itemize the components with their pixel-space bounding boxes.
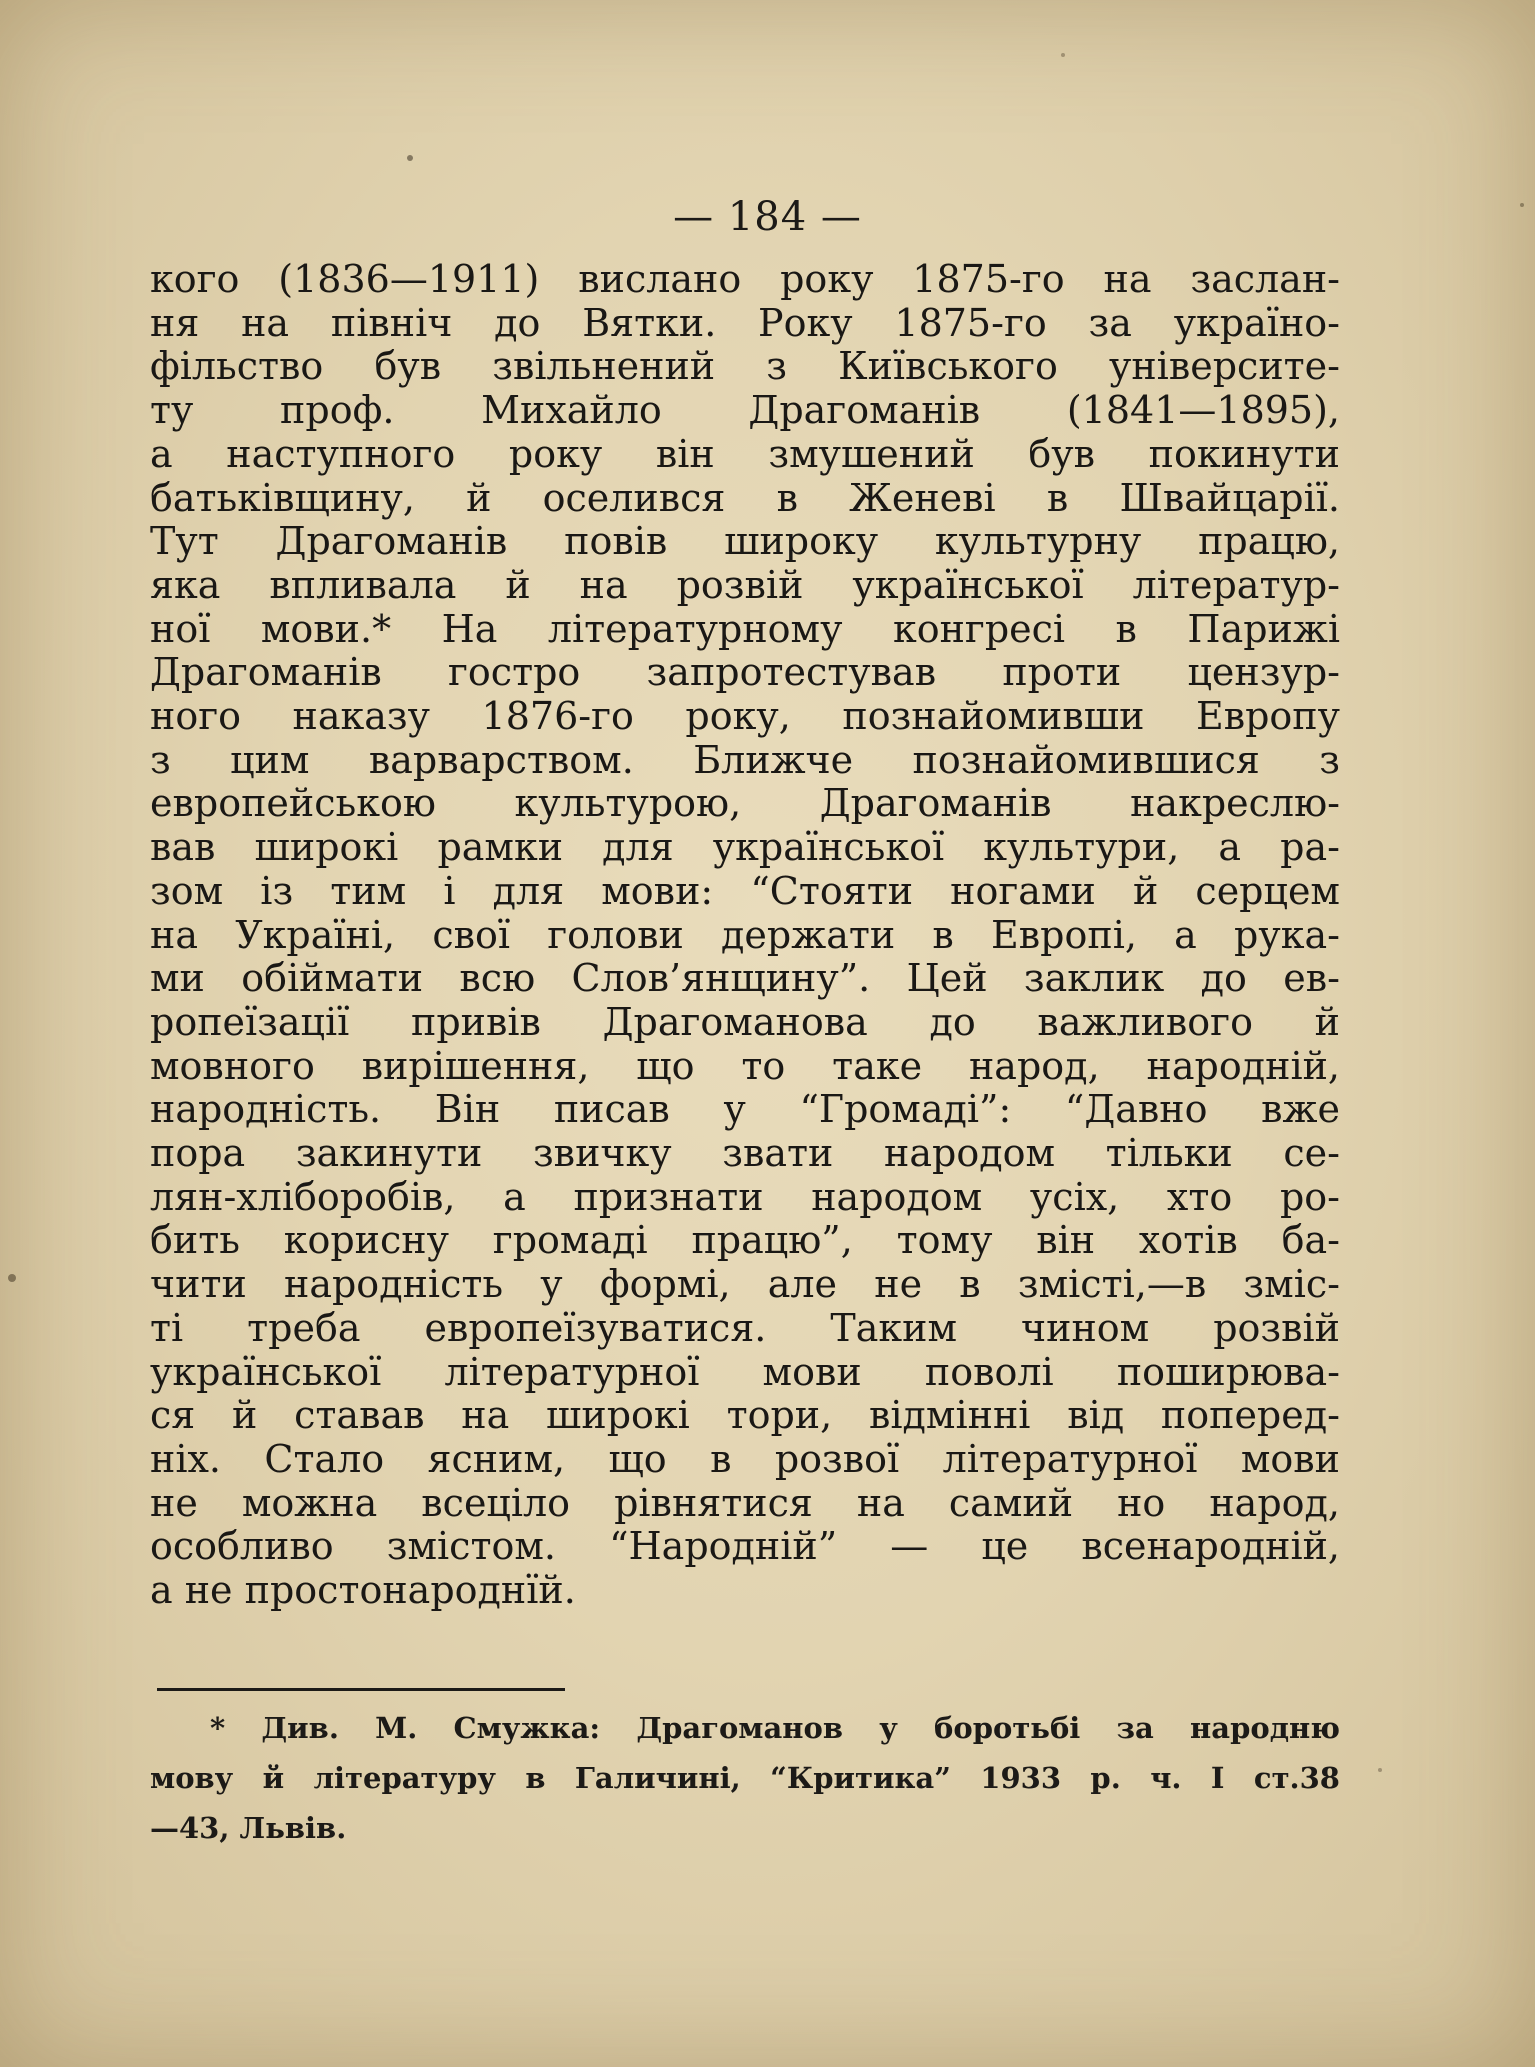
body-line: пора закинути звичку звати народом тільки се- (150, 1131, 1340, 1176)
body-line: мовного вирішення, що то таке народ, народній, (150, 1043, 1340, 1088)
body-line: з цим варварством. Ближче познайомившися з (150, 737, 1340, 782)
body-line: ті треба европеїзуватися. Таким чином розвій (150, 1305, 1340, 1350)
body-line: фільство був звільнений з Київського університе- (150, 344, 1340, 389)
body-line: особливо змістом. “Народній” — це всенародній, (150, 1524, 1340, 1569)
body-text (150, 258, 1340, 1613)
body-line: Драгоманів гостро запротестував проти цензур- (150, 650, 1340, 695)
body-line: не можна всеціло рівнятися на самий но народ, (150, 1480, 1340, 1525)
footnote-line: * Див. М. Смужка: Драгоманов у боротьбі за народню (210, 1711, 1340, 1745)
body-line: яка впливала й на розвій української літератур- (150, 562, 1340, 607)
body-line: бить корисну громаді працю”, тому він хотів ба- (150, 1218, 1340, 1263)
body-line: на Україні, свої голови держати в Европі, а рука- (150, 912, 1340, 957)
body-line: кого (1836—1911) вислано року 1875-го на заслан- (150, 257, 1340, 301)
body-line: европейською культурою, Драгоманів накреслю- (150, 781, 1340, 826)
body-line-last: а не простонароднїй. (150, 1568, 576, 1613)
body-line: ропеїзації привів Драгоманова до важливого й (150, 999, 1340, 1044)
body-line: зом із тим і для мови: “Стояти ногами й серцем (150, 868, 1340, 913)
body-line: ня на північ до Вятки. Року 1875-го за україно- (150, 300, 1340, 345)
body-line: української літературної мови поволі поширюва- (150, 1349, 1340, 1394)
body-line: а наступного року він змушений був покинути (150, 431, 1340, 476)
body-line: ної мови.* На літературному конгресі в Парижі (150, 606, 1340, 651)
body-line: ту проф. Михайло Драгоманів (1841—1895), (150, 388, 1340, 433)
body-line: ного наказу 1876-го року, познайомивши Европу (150, 694, 1340, 739)
body-line: ніх. Стало ясним, що в розвої літературної мови (150, 1436, 1340, 1481)
body-line: ся й ставав на широкі тори, відмінні від поперед- (150, 1393, 1340, 1438)
body-line: вав широкі рамки для української культури, а ра- (150, 825, 1340, 870)
footnote-divider (157, 1688, 565, 1691)
body-line: лян-хліборобів, а признати народом усіх, хто ро- (150, 1174, 1340, 1219)
footnote (150, 1703, 1340, 1853)
footnote-line: мову й літературу в Галичині, “Критика” 1933 р. ч. І ст.38 (150, 1761, 1340, 1795)
footnote-line: —43, Львів. (150, 1811, 347, 1845)
body-line: батьківщину, й оселився в Женеві в Швайцарії. (150, 475, 1340, 520)
body-line: народність. Він писав у “Громаді”: “Давно вже (150, 1087, 1340, 1132)
body-line: ми обіймати всю Слов’янщину”. Цей заклик до ев- (150, 956, 1340, 1001)
body-line: чити народність у формі, але не в змісті,—в зміс- (150, 1262, 1340, 1307)
body-line: Тут Драгоманів повів широку культурну працю, (150, 519, 1340, 564)
page-number: — 184 — (673, 194, 862, 240)
